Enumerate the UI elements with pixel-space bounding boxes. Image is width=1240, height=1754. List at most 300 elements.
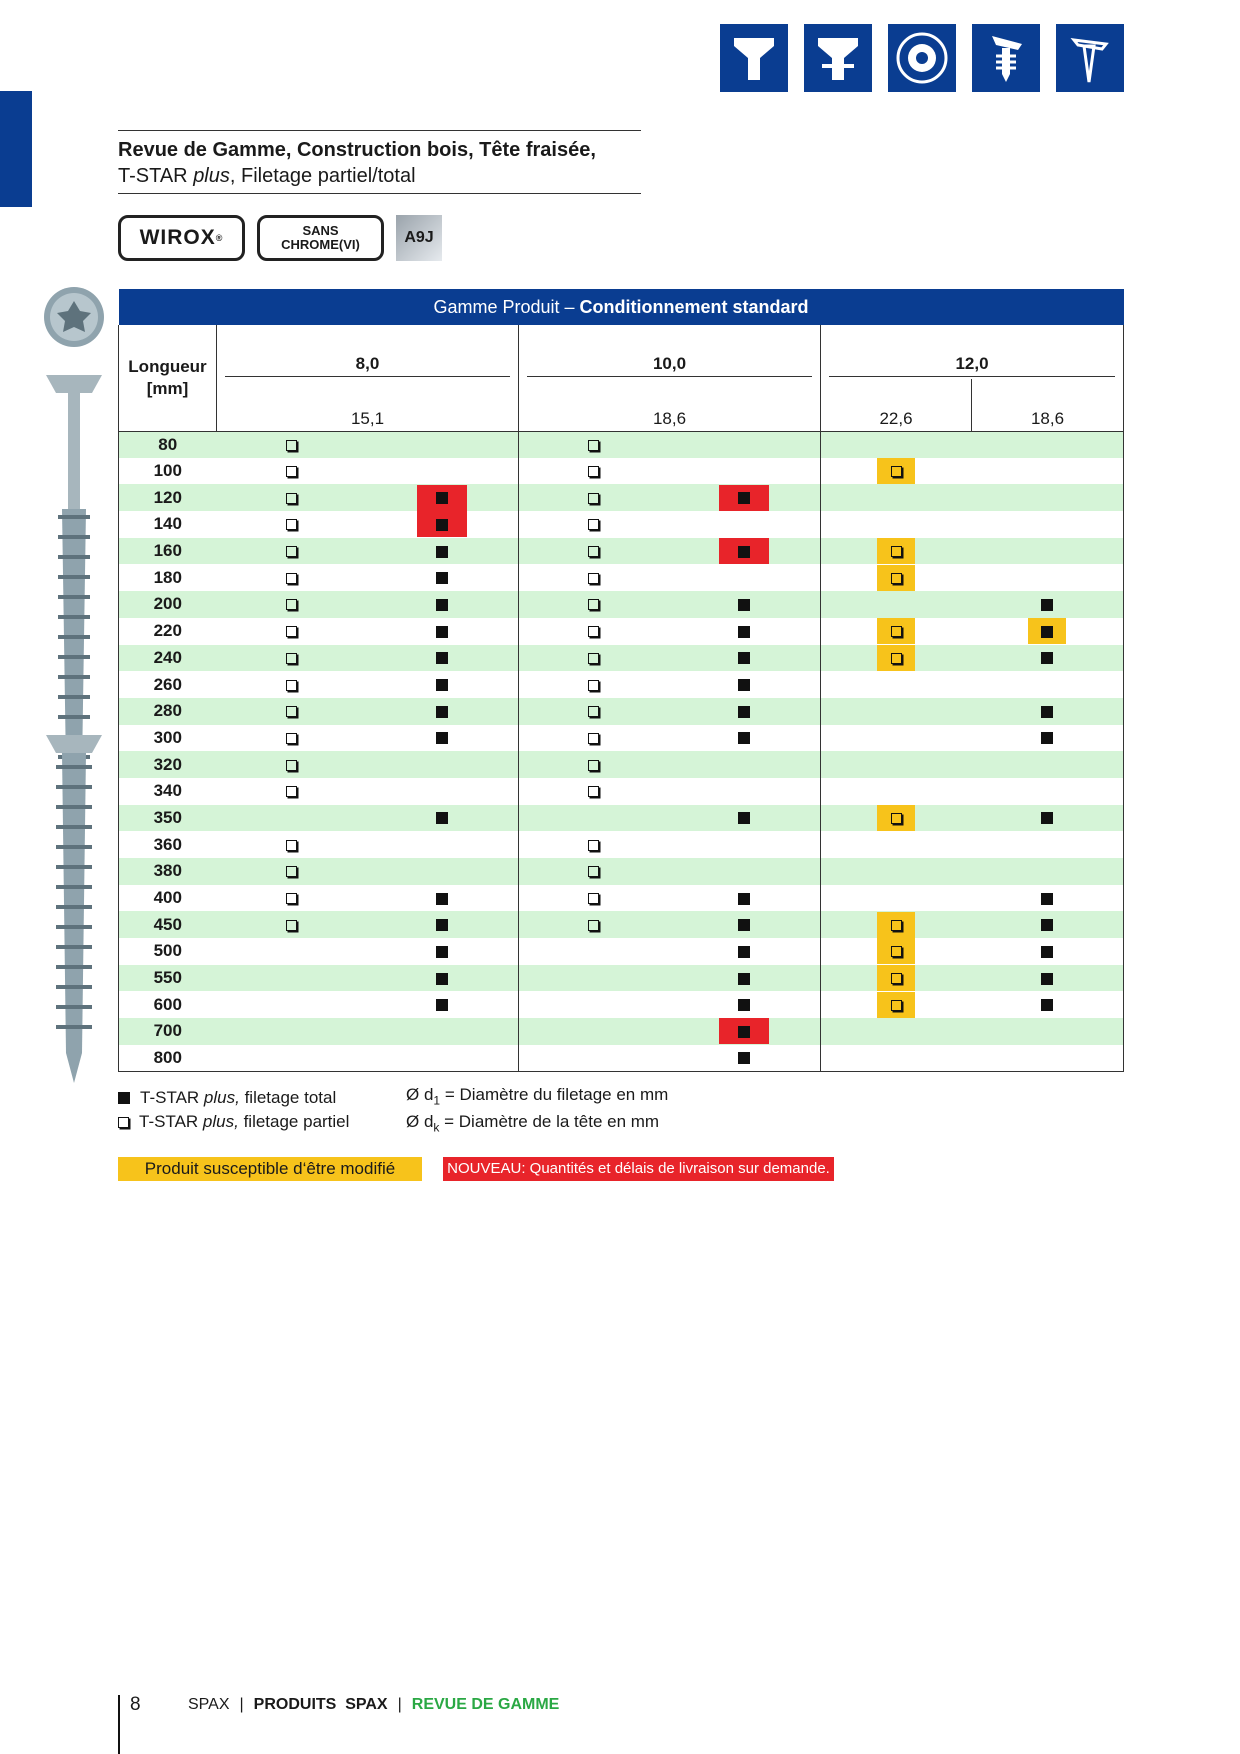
availability-cell [669,965,821,992]
empty-square-icon [286,840,297,851]
availability-cell [217,431,367,458]
full-thread-marker [417,885,467,911]
side-tab-marker [0,91,32,207]
product-range-table [118,289,1124,1072]
length-cell: 700 [119,1018,217,1045]
availability-cell [669,885,821,912]
partial-thread-marker [267,591,317,617]
full-thread-marker [417,565,467,591]
availability-cell [669,458,821,485]
legend-dk-sub: k [433,1120,440,1135]
availability-cell [217,778,367,805]
empty-square-icon [891,546,902,557]
empty-square-icon [891,1000,902,1011]
full-thread-marker [417,672,467,698]
availability-cell [669,831,821,858]
empty-square-icon [286,440,297,451]
full-thread-marker [719,965,769,991]
empty-square-icon [588,653,599,664]
availability-cell [821,885,972,912]
partial-thread-marker [569,618,619,644]
length-cell: 140 [119,511,217,538]
availability-cell [972,911,1124,938]
drive-y-icon [720,24,788,92]
availability-cell [217,911,367,938]
diameter-header [519,325,821,379]
empty-square-icon [286,706,297,717]
table-row [119,591,1124,618]
availability-cell [217,725,367,752]
table-row [119,698,1124,725]
availability-cell [821,431,972,458]
full-thread-marker [1022,938,1072,964]
empty-square-icon [891,973,902,984]
partial-thread-marker [569,832,619,858]
full-square-icon [738,706,750,718]
table-row [119,645,1124,672]
availability-cell [972,805,1124,832]
diameter-header [217,325,519,379]
table-row [119,538,1124,565]
availability-cell [519,1045,669,1072]
full-thread-marker [719,912,769,938]
availability-cell [217,591,367,618]
availability-cell [217,805,367,832]
partial-thread-marker [569,752,619,778]
chrome-badge-line1: SANS [302,223,339,238]
empty-square-icon [286,599,297,610]
table-row [119,885,1124,912]
availability-cell [972,1045,1124,1072]
full-thread-marker [719,485,769,511]
table-header-diameter-row [119,325,1124,379]
full-square-icon [436,812,448,824]
availability-cell [972,778,1124,805]
table-row [119,831,1124,858]
availability-cell [669,751,821,778]
availability-cell [972,538,1124,565]
table-row [119,671,1124,698]
availability-cell [367,645,519,672]
full-thread-marker [1028,618,1066,644]
full-thread-marker [1022,992,1072,1018]
empty-square-icon [588,466,599,477]
availability-cell [821,538,972,565]
length-cell: 380 [119,858,217,885]
availability-cell [367,591,519,618]
availability-cell [217,671,367,698]
availability-cell [972,885,1124,912]
availability-cell [519,538,669,565]
empty-square-icon [286,920,297,931]
full-square-icon [436,599,448,611]
availability-cell [367,885,519,912]
full-square-icon [436,546,448,558]
length-header-line2: [mm] [146,378,189,398]
availability-cell [367,431,519,458]
table-body [119,431,1124,1072]
availability-cell [669,698,821,725]
full-thread-marker [417,645,467,671]
table-row [119,805,1124,832]
availability-cell [217,991,367,1018]
diameter-label: 8,0 [225,354,510,377]
partial-thread-marker [569,698,619,724]
availability-cell [669,618,821,645]
partial-thread-marker [267,458,317,484]
availability-cell [821,778,972,805]
empty-square-icon [588,866,599,877]
availability-cell [972,938,1124,965]
availability-cell [367,725,519,752]
empty-square-icon [286,573,297,584]
banner-bold: Conditionnement standard [579,296,809,317]
availability-cell [519,698,669,725]
availability-cell [217,458,367,485]
availability-cell [669,538,821,565]
partial-thread-marker [569,432,619,458]
partial-thread-marker [267,752,317,778]
full-square-icon [436,919,448,931]
availability-cell [972,725,1124,752]
availability-cell [972,511,1124,538]
full-thread-marker [417,511,467,537]
diameter-label: 12,0 [829,354,1115,377]
application-icons [720,24,1124,92]
legend-d1-pre: Ø d [406,1085,434,1104]
availability-cell [821,831,972,858]
modifiable-note: Produit susceptible d‘être modifié [118,1157,422,1181]
availability-cell [217,1018,367,1045]
length-cell: 260 [119,671,217,698]
empty-square-icon [286,760,297,771]
availability-cell [972,858,1124,885]
empty-square-icon [286,493,297,504]
full-thread-marker [1022,965,1072,991]
availability-cell [367,1018,519,1045]
full-thread-marker [719,805,769,831]
availability-cell [821,911,972,938]
full-square-icon [738,893,750,905]
partial-thread-marker [267,885,317,911]
footer-separator: | [397,1696,402,1713]
page-footer [130,1694,559,1716]
chrome-free-badge [257,215,384,261]
availability-cell [519,911,669,938]
wirox-label: WIROX [139,226,216,249]
availability-cell [217,564,367,591]
drive-y-split-icon [804,24,872,92]
legend-thread-type [118,1086,349,1134]
title-main: Revue de Gamme, Construction bois, Tête fraisée, [118,139,596,161]
availability-cell [821,991,972,1018]
empty-square-icon [588,733,599,744]
length-cell: 320 [119,751,217,778]
availability-cell [821,618,972,645]
availability-cell [972,698,1124,725]
length-cell: 800 [119,1045,217,1072]
availability-cell [217,1045,367,1072]
full-square-icon [436,626,448,638]
length-cell: 350 [119,805,217,832]
availability-cell [519,484,669,511]
partial-thread-marker [877,992,915,1018]
availability-cell [519,591,669,618]
partial-thread-marker [267,511,317,537]
availability-cell [217,938,367,965]
availability-cell [821,938,972,965]
new-note: NOUVEAU: Quantités et délais de livraison sur demande. [443,1157,834,1181]
availability-cell [519,645,669,672]
partial-thread-marker [877,645,915,671]
legend-d1-text: = Diamètre du filetage en mm [440,1085,669,1104]
diameter-label: 10,0 [527,354,812,377]
length-header [119,325,217,431]
full-square-icon [436,732,448,744]
empty-square-icon [286,866,297,877]
full-thread-marker [417,992,467,1018]
full-square-icon [1041,919,1053,931]
availability-cell [367,671,519,698]
title-sub [118,163,641,189]
table-row [119,938,1124,965]
partial-thread-marker [267,698,317,724]
empty-square-icon [588,599,599,610]
head-diameter-header: 18,6 [519,379,821,431]
table-row [119,965,1124,992]
table-row [119,911,1124,938]
partial-thread-marker [569,912,619,938]
availability-cell [519,805,669,832]
partial-thread-marker [569,858,619,884]
full-thread-marker [417,965,467,991]
empty-square-icon [891,946,902,957]
availability-cell [519,458,669,485]
availability-cell [367,991,519,1018]
legend-dk [406,1111,668,1138]
table-row [119,751,1124,778]
length-cell: 200 [119,591,217,618]
empty-square-icon [588,519,599,530]
availability-cell [367,1045,519,1072]
availability-cell [217,751,367,778]
screw-illustration [40,287,112,1097]
screw-point-icon [1056,24,1124,92]
length-cell: 550 [119,965,217,992]
availability-cell [821,484,972,511]
table-row [119,778,1124,805]
length-cell: 450 [119,911,217,938]
full-square-icon [738,626,750,638]
availability-cell [217,965,367,992]
table-row [119,1045,1124,1072]
full-thread-marker [719,698,769,724]
availability-cell [519,511,669,538]
full-thread-marker [719,725,769,751]
partial-thread-marker [267,725,317,751]
partial-thread-marker [267,645,317,671]
full-thread-marker [719,938,769,964]
availability-cell [821,965,972,992]
availability-cell [821,564,972,591]
full-square-icon [738,492,750,504]
length-cell: 340 [119,778,217,805]
legend-full-prefix: T-STAR [140,1088,204,1107]
full-thread-marker [1022,912,1072,938]
partial-thread-marker [569,511,619,537]
full-thread-marker [417,805,467,831]
length-cell: 360 [119,831,217,858]
legend-partial-prefix: T-STAR [139,1112,203,1131]
partial-thread-marker [569,565,619,591]
partial-thread-marker [877,565,915,591]
availability-cell [972,458,1124,485]
availability-cell [367,831,519,858]
empty-square-icon [588,893,599,904]
availability-cell [519,564,669,591]
availability-cell [367,564,519,591]
partial-thread-marker [569,538,619,564]
availability-cell [669,1045,821,1072]
empty-square-icon [891,813,902,824]
full-thread-marker [417,618,467,644]
legend-dimensions [406,1084,668,1139]
availability-cell [367,805,519,832]
full-square-icon [738,812,750,824]
availability-cell [367,778,519,805]
availability-cell [367,484,519,511]
head-diameter-header: 22,6 [821,379,972,431]
legend-dk-text: = Diamètre de la tête en mm [439,1112,660,1132]
empty-square-icon [286,786,297,797]
availability-cell [669,431,821,458]
full-thread-marker [719,1018,769,1044]
legend-full-italic: plus, [203,1088,240,1107]
availability-cell [972,591,1124,618]
availability-cell [519,671,669,698]
full-thread-marker [719,645,769,671]
length-cell: 600 [119,991,217,1018]
empty-square-icon [286,893,297,904]
full-thread-marker [719,992,769,1018]
empty-square-icon [891,653,902,664]
legend-partial-suffix: filetage partiel [238,1112,350,1131]
availability-cell [669,938,821,965]
availability-cell [519,831,669,858]
availability-cell [519,965,669,992]
full-thread-marker [719,885,769,911]
length-header-line1: Longueur [128,356,207,376]
full-thread-marker [417,485,467,511]
full-square-icon [1041,732,1053,744]
availability-cell [972,751,1124,778]
availability-cell [519,1018,669,1045]
full-thread-marker [1022,591,1072,617]
availability-cell [972,431,1124,458]
availability-cell [217,698,367,725]
legend-d1 [406,1084,668,1111]
empty-square-icon [286,466,297,477]
availability-cell [972,645,1124,672]
empty-square-icon [891,920,902,931]
diameter-header [821,325,1124,379]
table-header-head-diameter-row [119,379,1124,431]
partial-thread-marker [569,458,619,484]
full-square-icon [738,919,750,931]
page-title [118,130,641,194]
empty-square-icon [286,653,297,664]
availability-cell [821,458,972,485]
legend-partial-italic: plus, [202,1112,239,1131]
availability-cell [669,725,821,752]
footer-rule [118,1695,120,1754]
partial-thread-marker [877,458,915,484]
full-square-icon [436,946,448,958]
partial-thread-marker [569,645,619,671]
length-cell: 80 [119,431,217,458]
availability-cell [669,805,821,832]
availability-cell [669,671,821,698]
length-cell: 300 [119,725,217,752]
availability-cell [821,1045,972,1072]
availability-cell [367,538,519,565]
title-sub-italic: plus [193,165,230,187]
full-thread-marker [417,591,467,617]
availability-cell [669,858,821,885]
partial-thread-marker [569,591,619,617]
availability-cell [367,965,519,992]
empty-square-icon [286,519,297,530]
availability-cell [821,725,972,752]
availability-cell [217,858,367,885]
full-square-icon [738,1026,750,1038]
length-cell: 500 [119,938,217,965]
availability-cell [821,698,972,725]
banner-prefix: Gamme Produit – [433,296,580,317]
footer-brand: SPAX [188,1696,230,1713]
length-cell: 120 [119,484,217,511]
partial-thread-marker [569,672,619,698]
availability-cell [669,1018,821,1045]
table-banner [119,289,1124,325]
empty-square-icon [891,573,902,584]
full-thread-marker [1022,805,1072,831]
availability-cell [519,725,669,752]
availability-cell [367,911,519,938]
full-square-icon [1041,946,1053,958]
full-thread-marker [417,938,467,964]
footer-chapter: REVUE DE GAMME [411,1696,560,1713]
availability-cell [972,618,1124,645]
full-thread-marker [719,538,769,564]
table-row [119,511,1124,538]
full-thread-marker [719,591,769,617]
partial-thread-marker [877,805,915,831]
availability-cell [367,511,519,538]
full-square-icon [738,652,750,664]
empty-square-icon [286,546,297,557]
partial-thread-marker [267,778,317,804]
table-row [119,618,1124,645]
empty-square-icon [588,440,599,451]
availability-cell [821,858,972,885]
availability-cell [367,698,519,725]
partial-thread-marker [267,432,317,458]
availability-cell [519,858,669,885]
partial-thread-marker [267,565,317,591]
empty-square-icon [588,706,599,717]
availability-cell [972,484,1124,511]
